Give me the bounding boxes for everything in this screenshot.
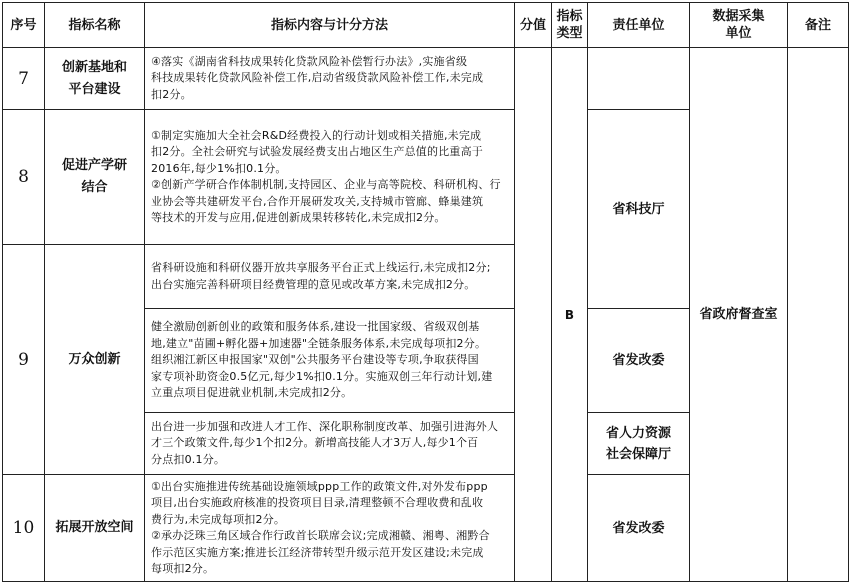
header-name: 指标名称: [45, 3, 145, 48]
indicator-name: 拓展开放空间: [45, 475, 145, 582]
header-seq: 序号: [3, 3, 45, 48]
header-type: 指标 类型: [552, 3, 588, 48]
header-note: 备注: [788, 3, 849, 48]
header-row: [3, 3, 849, 48]
header-score: 分值: [515, 3, 552, 48]
header-unit: 责任单位: [588, 3, 690, 48]
indicator-content: 健全激励创新创业的政策和服务体系,建设一批国家级、省级双创基 地,建立"苗圃+孵化器+加速器"全链条服务体系,未完成每项扣2分。 组织湘江新区申报国家"双创"公共服务平台建设等专项,争取获得国 家专项补助资金0.5亿元,每少1%扣0.1分。实施双创三年行动计划,建 立重点项目促进就业机制,未完成扣2分。: [145, 309, 515, 413]
indicator-content: 出台进一步加强和改进人才工作、深化职称制度改革、加强引进海外人 才三个政策文件,每少1个扣2分。新增高技能人才3万人,每少1个百 分点扣0.1分。: [145, 413, 515, 475]
score-cell: [515, 48, 552, 582]
collect-unit-cell: 省政府督查室: [690, 48, 788, 582]
row-number: 9: [3, 245, 45, 475]
indicator-content: ①制定实施加大全社会R&D经费投入的行动计划或相关措施,未完成 扣2分。全社会研究与试验发展经费支出占地区生产总值的比重高于 2016年,每少1%扣0.1分。 ②创新产学研合作体制机制,支持园区、企业与高等院校、科研机构、行 业协会等共建研发平台,合作开展研发攻关,支持城市管廊、蜂巢建筑 等技术的开发与应用,促进创新成果转移转化,未完成扣2分。: [145, 110, 515, 245]
indicator-name: 万众创新: [45, 245, 145, 475]
indicator-table: [2, 2, 849, 582]
responsible-unit: 省发改委: [588, 309, 690, 413]
indicator-name: 创新基地和 平台建设: [45, 48, 145, 110]
row-number: 8: [3, 110, 45, 245]
responsible-unit: 省人力资源 社会保障厅: [588, 413, 690, 475]
index-type-cell: B: [552, 48, 588, 582]
responsible-unit: 省发改委: [588, 475, 690, 582]
responsible-unit: 省科技厅: [588, 110, 690, 309]
indicator-content: 省科研设施和科研仪器开放共享服务平台正式上线运行,未完成扣2分; 出台实施完善科研项目经费管理的意见或改革方案,未完成扣2分。: [145, 245, 515, 309]
table-row: [3, 48, 849, 110]
header-collect: 数据采集 单位: [690, 3, 788, 48]
note-cell: [788, 48, 849, 582]
unit-cell-empty: [588, 48, 690, 110]
header-content: 指标内容与计分方法: [145, 3, 515, 48]
row-number: 10: [3, 475, 45, 582]
indicator-content: ④落实《湖南省科技成果转化贷款风险补偿暂行办法》,实施省级 科技成果转化贷款风险补偿工作,启动省级贷款风险补偿工作,未完成 扣2分。: [145, 48, 515, 110]
indicator-content: ①出台实施推进传统基础设施领域ppp工作的政策文件,对外发布ppp 项目,出台实施政府核准的投资项目目录,清理整顿不合理收费和乱收 费行为,未完成每项扣2分。 ②承办泛珠三角区域合作行政首长联席会议;完成湘赣、湘粤、湘黔合 作示范区实施方案;推进长江经济带转型升级示范开发区建设;未完成 每项扣2分。: [145, 475, 515, 582]
row-number: 7: [3, 48, 45, 110]
indicator-name: 促进产学研 结合: [45, 110, 145, 245]
